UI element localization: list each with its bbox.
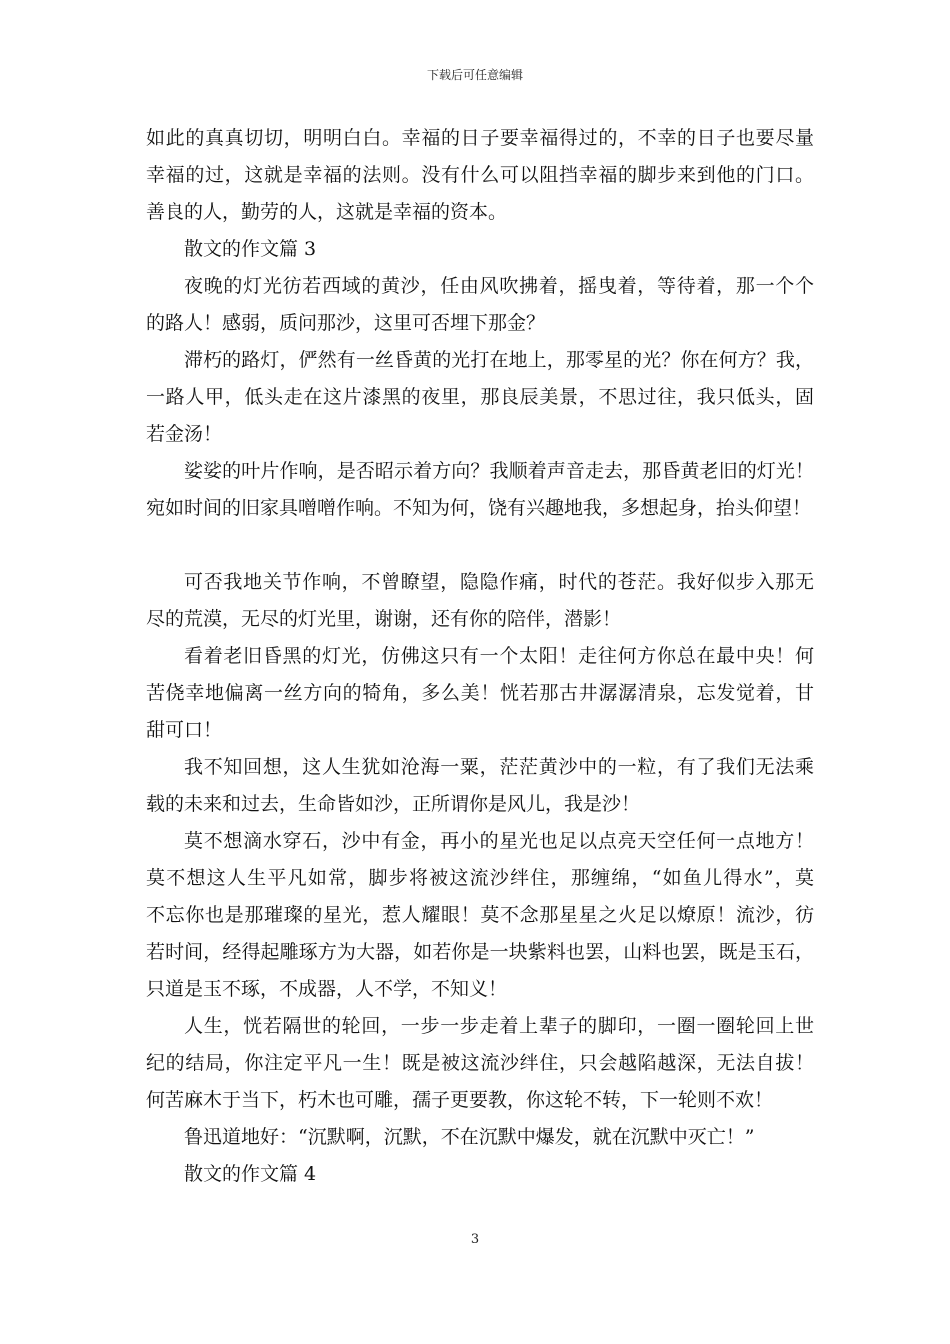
text-line: 我不知回想，这人生犹如沧海一粟，茫茫黄沙中的一粒，有了我们无法乘 [184, 756, 814, 778]
text-line: 纪的结局，你注定平凡一生！既是被这流沙绊住，只会越陷越深，无法自拔！ [146, 1052, 814, 1074]
document-body [146, 120, 814, 1193]
text-line: 莫不想这人生平凡如常，脚步将被这流沙绊住，那缠绵，“如鱼儿得水”，莫 [146, 867, 814, 889]
text-line: 苦侥幸地偏离一丝方向的犄角，多么美！恍若那古井潺潺清泉，忘发觉着，甘 [146, 682, 814, 704]
text-line: 一路人甲，低头走在这片漆黑的夜里，那良辰美景，不思过往，我只低头，固 [146, 386, 814, 408]
text-line: 若时间，经得起雕琢方为大器，如若你是一块紫料也罢，山料也罢，既是玉石， [146, 941, 814, 963]
text-line: 幸福的过，这就是幸福的法则。没有什么可以阻挡幸福的脚步来到他的门口。 [146, 164, 814, 186]
paragraph-gap [146, 527, 814, 564]
text-line: 滞朽的路灯，俨然有一丝昏黄的光打在地上，那零星的光？你在何方？我， [184, 349, 814, 371]
text-line: 鲁迅道地好：“沉默啊，沉默，不在沉默中爆发，就在沉默中灭亡！” [184, 1126, 755, 1148]
text-line: 若金汤！ [146, 423, 223, 445]
page-header: 下载后可任意编辑 [426, 68, 523, 82]
text-line: 宛如时间的旧家具噌噌作响。不知为何，饶有兴趣地我，多想起身，抬头仰望！ [146, 497, 812, 519]
text-line: 只道是玉不琢，不成器，人不学，不知义！ [146, 978, 508, 1000]
text-line: 善良的人，勤劳的人，这就是幸福的资本。 [146, 201, 508, 223]
page-number: 3 [470, 1232, 480, 1247]
text-line: 甜可口！ [146, 719, 223, 741]
section-heading: 散文的作文篇 4 [184, 1163, 317, 1185]
text-line: 何苦麻木于当下，朽木也可雕，孺子更要教，你这轮不转，下一轮则不欢！ [146, 1089, 774, 1111]
text-line: 可否我地关节作响，不曾瞭望，隐隐作痛，时代的苍茫。我好似步入那无 [184, 571, 814, 593]
text-line: 如此的真真切切，明明白白。幸福的日子要幸福得过的，不幸的日子也要尽量 [146, 127, 814, 149]
section-heading: 散文的作文篇 3 [184, 238, 317, 260]
text-line: 娑娑的叶片作响，是否昭示着方向？我顺着声音走去，那昏黄老旧的灯光！ [184, 460, 814, 482]
text-line: 莫不想滴水穿石，沙中有金，再小的星光也足以点亮天空任何一点地方！ [184, 830, 814, 852]
text-line: 不忘你也是那璀璨的星光，惹人耀眼！莫不念那星星之火足以燎原！流沙，彷 [146, 904, 814, 926]
text-line: 人生，恍若隔世的轮回，一步一步走着上辈子的脚印，一圈一圈轮回上世 [184, 1015, 814, 1037]
text-line: 尽的荒漠，无尽的灯光里，谢谢，还有你的陪伴，潜影！ [146, 608, 622, 630]
text-line: 夜晚的灯光彷若西域的黄沙，任由风吹拂着，摇曳着，等待着，那一个个 [184, 275, 814, 297]
text-line: 的路人！感弱，质问那沙，这里可否埋下那金？ [146, 312, 546, 334]
text-line: 载的未来和过去，生命皆如沙，正所谓你是风儿，我是沙！ [146, 793, 641, 815]
text-line: 看着老旧昏黑的灯光，仿佛这只有一个太阳！走往何方你总在最中央！何 [184, 645, 814, 667]
